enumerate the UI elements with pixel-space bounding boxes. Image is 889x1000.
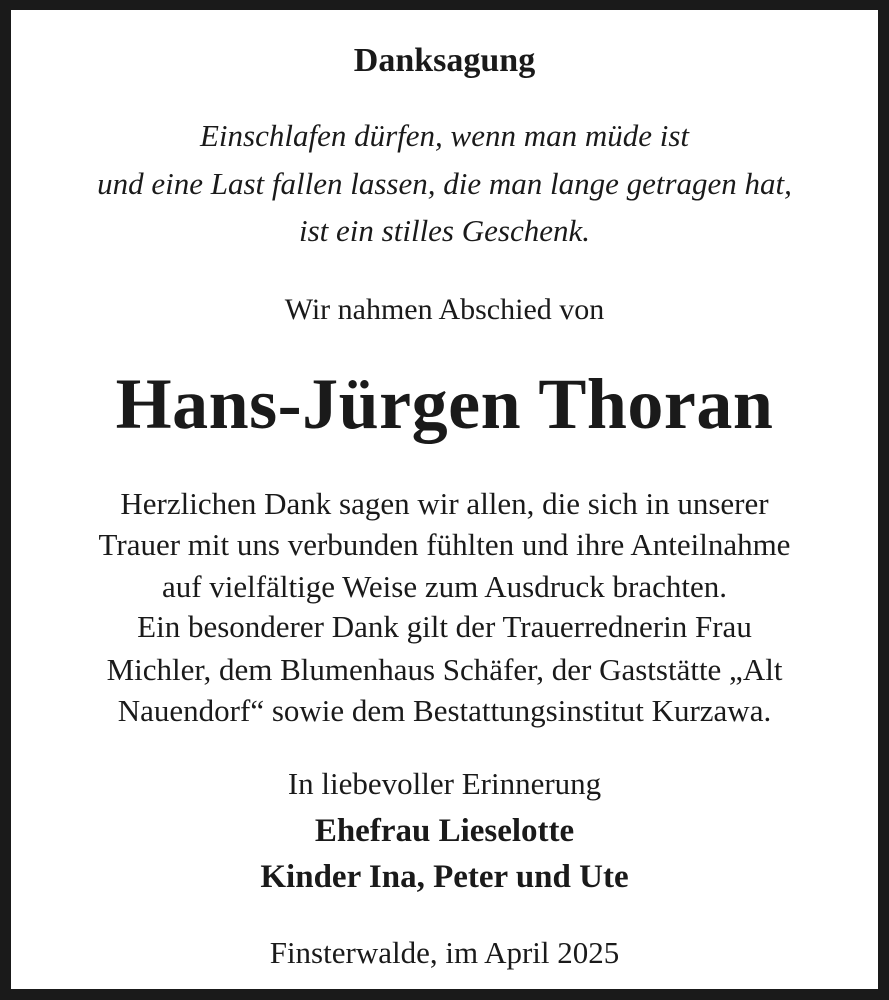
body-line-6: Nauendorf“ sowie dem Bestattungsinstitut Kurzawa.: [117, 693, 772, 728]
notice-title: Danksagung: [353, 42, 536, 79]
family-line-children: Kinder Ina, Peter und Ute: [260, 859, 629, 895]
family-line-spouse: Ehefrau Lieselotte: [314, 813, 575, 849]
place-date-line: Finsterwalde, im April 2025: [269, 935, 620, 970]
body-line-5: Michler, dem Blumenhaus Schäfer, der Gaststätte „Alt: [106, 652, 783, 687]
body-line-3: auf vielfältige Weise zum Ausdruck brachten.: [161, 569, 728, 604]
body-line-2: Trauer mit uns verbunden fühlten und ihre Anteilnahme: [98, 527, 791, 562]
body-line-4: Ein besonderer Dank gilt der Trauerrednerin Frau: [137, 609, 752, 644]
verse-line-2: und eine Last fallen lassen, die man lange getragen hat,: [97, 166, 792, 201]
memory-line: In liebevoller Erinnerung: [287, 766, 602, 801]
intro-line: Wir nahmen Abschied von: [284, 293, 605, 326]
verse-line-1: Einschlafen dürfen, wenn man müde ist: [199, 118, 690, 153]
body-line-1: Herzlichen Dank sagen wir allen, die sich in unserer: [120, 486, 769, 521]
deceased-name: Hans-Jürgen Thoran: [115, 364, 774, 444]
verse-line-3: ist ein stilles Geschenk.: [299, 213, 590, 248]
